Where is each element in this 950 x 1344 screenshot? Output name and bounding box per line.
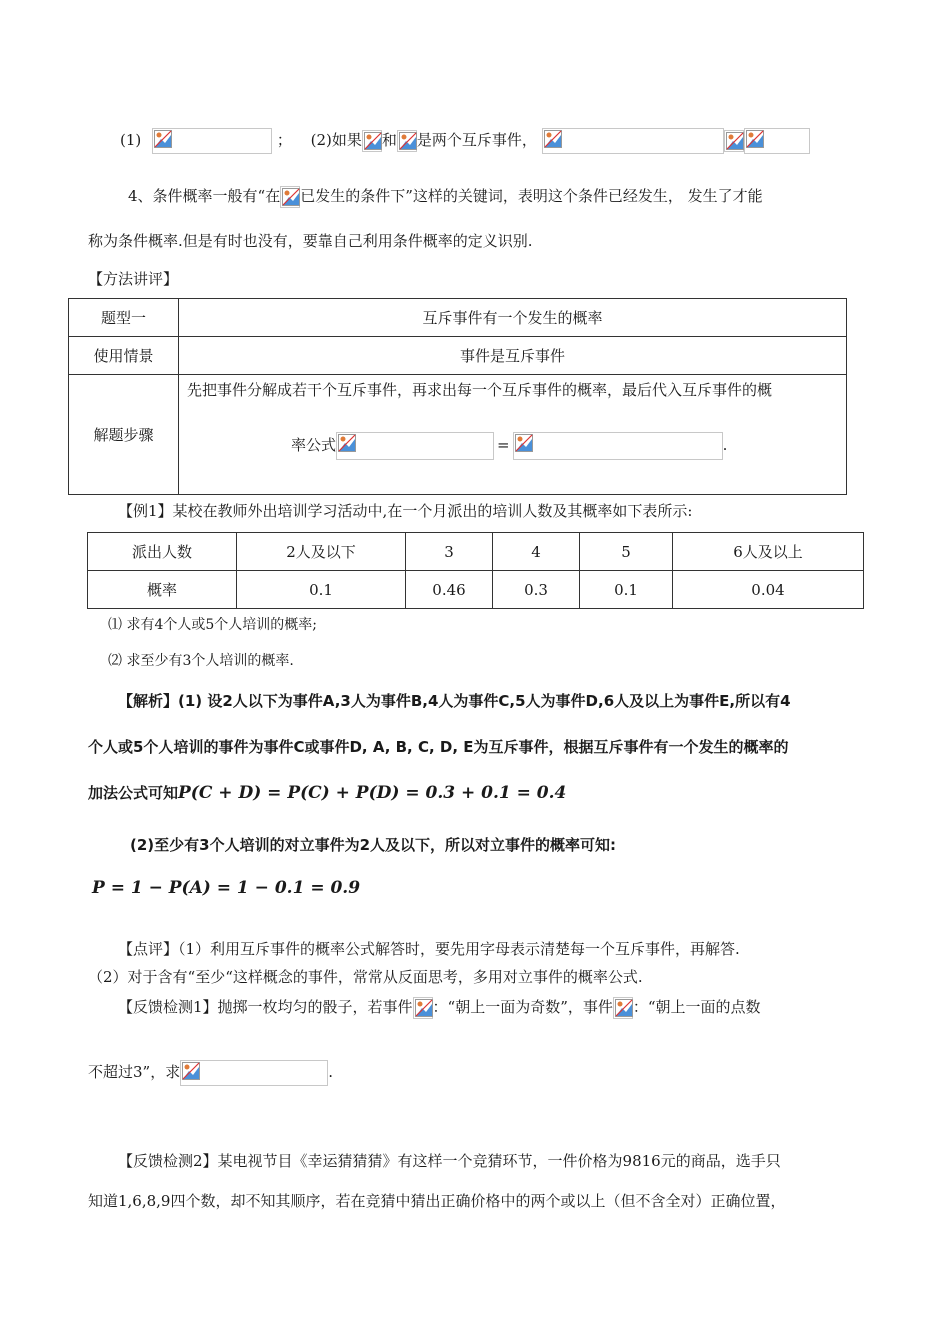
row3-line1: 先把事件分解成若干个互斥事件，再求出每一个互斥事件的概率，最后代入互斥事件的概: [187, 381, 773, 399]
value-cell: 0.3: [493, 571, 580, 609]
value-cell: 概率: [88, 571, 237, 609]
formula-image-answer: [180, 1060, 328, 1086]
formula-image-lhs: [336, 432, 494, 460]
condition-event-image: [280, 186, 300, 208]
comment-line2: （2）对于含有“至少“这样概念的事件，常常从反面思考，多用对立事件的概率公式.: [88, 968, 643, 986]
row1-value: 互斥事件有一个发生的概率: [179, 299, 847, 337]
point4-line1: [128, 185, 763, 208]
feedback2-line1: 【反馈检测2】某电视节目《幸运猜猜猜》有这样一个竞猜环节，一件价格为9816元的商品，选手只: [118, 1152, 781, 1170]
broken-image-icon: [415, 999, 433, 1017]
broken-image-icon: [515, 434, 533, 452]
header-cell: 4: [493, 533, 580, 571]
table-row: [88, 571, 864, 609]
broken-image-icon: [544, 130, 562, 148]
probability-table: [87, 532, 864, 609]
value-cell: 0.46: [406, 571, 493, 609]
comment-line1: 【点评】（1）利用互斥事件的概率公式解答时，要先用字母表示清楚每一个互斥事件，再解答.: [118, 940, 740, 958]
item2-prefix: (2)如果: [310, 131, 362, 149]
solution-formula-2: P = 1 − P(A) = 1 − 0.1 = 0.9: [92, 878, 361, 898]
table-row: [69, 375, 847, 495]
solution-line4: (2)至少有3个人培训的对立事件为2人及以下，所以对立事件的概率可知:: [130, 836, 617, 854]
header-cell: 3: [406, 533, 493, 571]
formula-image-3: [724, 130, 744, 152]
feedback1-line2: [88, 1060, 333, 1086]
value-cell: 0.1: [580, 571, 673, 609]
event-b-image: [613, 997, 633, 1019]
header-cell: 派出人数: [88, 533, 237, 571]
feedback1-text-c: ：“朝上一面的点数: [632, 998, 761, 1016]
method-heading: 【方法讲评】: [88, 270, 179, 288]
equals-sign: =: [497, 436, 510, 454]
solution-line2: 个人或5个人培训的事件为事件C或事件D, A, B, C, D, E为互斥事件，根据互斥事件有一个发生的概率的: [88, 738, 789, 756]
row3-value: [179, 375, 847, 495]
header-cell: 6人及以上: [673, 533, 864, 571]
feedback2-line2: 知道1,6,8,9四个数，却不知其顺序，若在竞猜中猜出正确价格中的两个或以上（但不含全对）正确位置，: [88, 1192, 786, 1210]
method-table: [68, 298, 847, 495]
broken-image-icon: [746, 130, 764, 148]
row3-line2: [291, 432, 838, 460]
broken-image-icon: [182, 1062, 200, 1080]
solution-line1: 【解析】(1) 设2人以下为事件A,3人为事件B,4人为事件C,5人为事件D,6人及以上为事件E,所以有4: [118, 692, 791, 710]
point4-line2: 称为条件概率.但是有时也没有，要靠自己利用条件概率的定义识别.: [88, 232, 533, 250]
row3-formula-label: 率公式: [291, 436, 337, 454]
formula-image-4: [744, 128, 810, 154]
solution-formula-1: P(C + D) = P(C) + P(D) = 0.3 + 0.1 = 0.4: [178, 783, 567, 803]
formula-line-1: [120, 128, 810, 154]
example1-title: 【例1】某校在教师外出培训学习活动中,在一个月派出的培训人数及其概率如下表所示:: [118, 502, 693, 520]
event-a-image: [413, 997, 433, 1019]
table-row: [69, 299, 847, 337]
broken-image-icon: [726, 132, 744, 150]
event-b-image: [397, 130, 417, 152]
semicolon: ；: [276, 131, 292, 149]
row2-value: 事件是互斥事件: [179, 337, 847, 375]
event-a-image: [362, 130, 382, 152]
value-cell: 0.1: [237, 571, 406, 609]
broken-image-icon: [399, 132, 417, 150]
header-cell: 2人及以下: [237, 533, 406, 571]
broken-image-icon: [615, 999, 633, 1017]
period: .: [722, 436, 728, 454]
broken-image-icon: [154, 130, 172, 148]
header-cell: 5: [580, 533, 673, 571]
period: .: [328, 1063, 333, 1081]
feedback1-text-a: 【反馈检测1】抛掷一枚均匀的骰子，若事件: [118, 998, 413, 1016]
point4-text-b: 已发生的条件下”这样的关键词，表明这个条件已经发生， 发生了才能: [300, 187, 763, 205]
point4-text-a: 4、条件概率一般有“在: [128, 187, 281, 205]
formula-image-2: [542, 128, 724, 154]
and-text: 和: [381, 131, 397, 149]
solution-line3-text: 加法公式可知: [88, 784, 179, 802]
row2-label: 使用情景: [69, 337, 179, 375]
row3-label: 解题步骤: [69, 375, 179, 495]
question-2: ⑵ 求至少有3个人培训的概率.: [108, 653, 294, 669]
item2-suffix: 是两个互斥事件，: [416, 131, 537, 149]
broken-image-icon: [338, 434, 356, 452]
broken-image-icon: [282, 188, 300, 206]
broken-image-icon: [364, 132, 382, 150]
item1-label: (1): [120, 131, 142, 149]
row1-label: 题型一: [69, 299, 179, 337]
feedback1-line1: [118, 996, 761, 1019]
feedback1-text-d: 不超过3”，求: [88, 1063, 181, 1081]
feedback1-text-b: ：“朝上一面为奇数”，事件: [432, 998, 613, 1016]
formula-image-rhs: [513, 432, 723, 460]
value-cell: 0.04: [673, 571, 864, 609]
question-1: ⑴ 求有4个人或5个人培训的概率;: [108, 617, 317, 633]
table-row: [69, 337, 847, 375]
formula-image-1: [152, 128, 272, 154]
table-row: [88, 533, 864, 571]
solution-line3: [88, 782, 566, 803]
